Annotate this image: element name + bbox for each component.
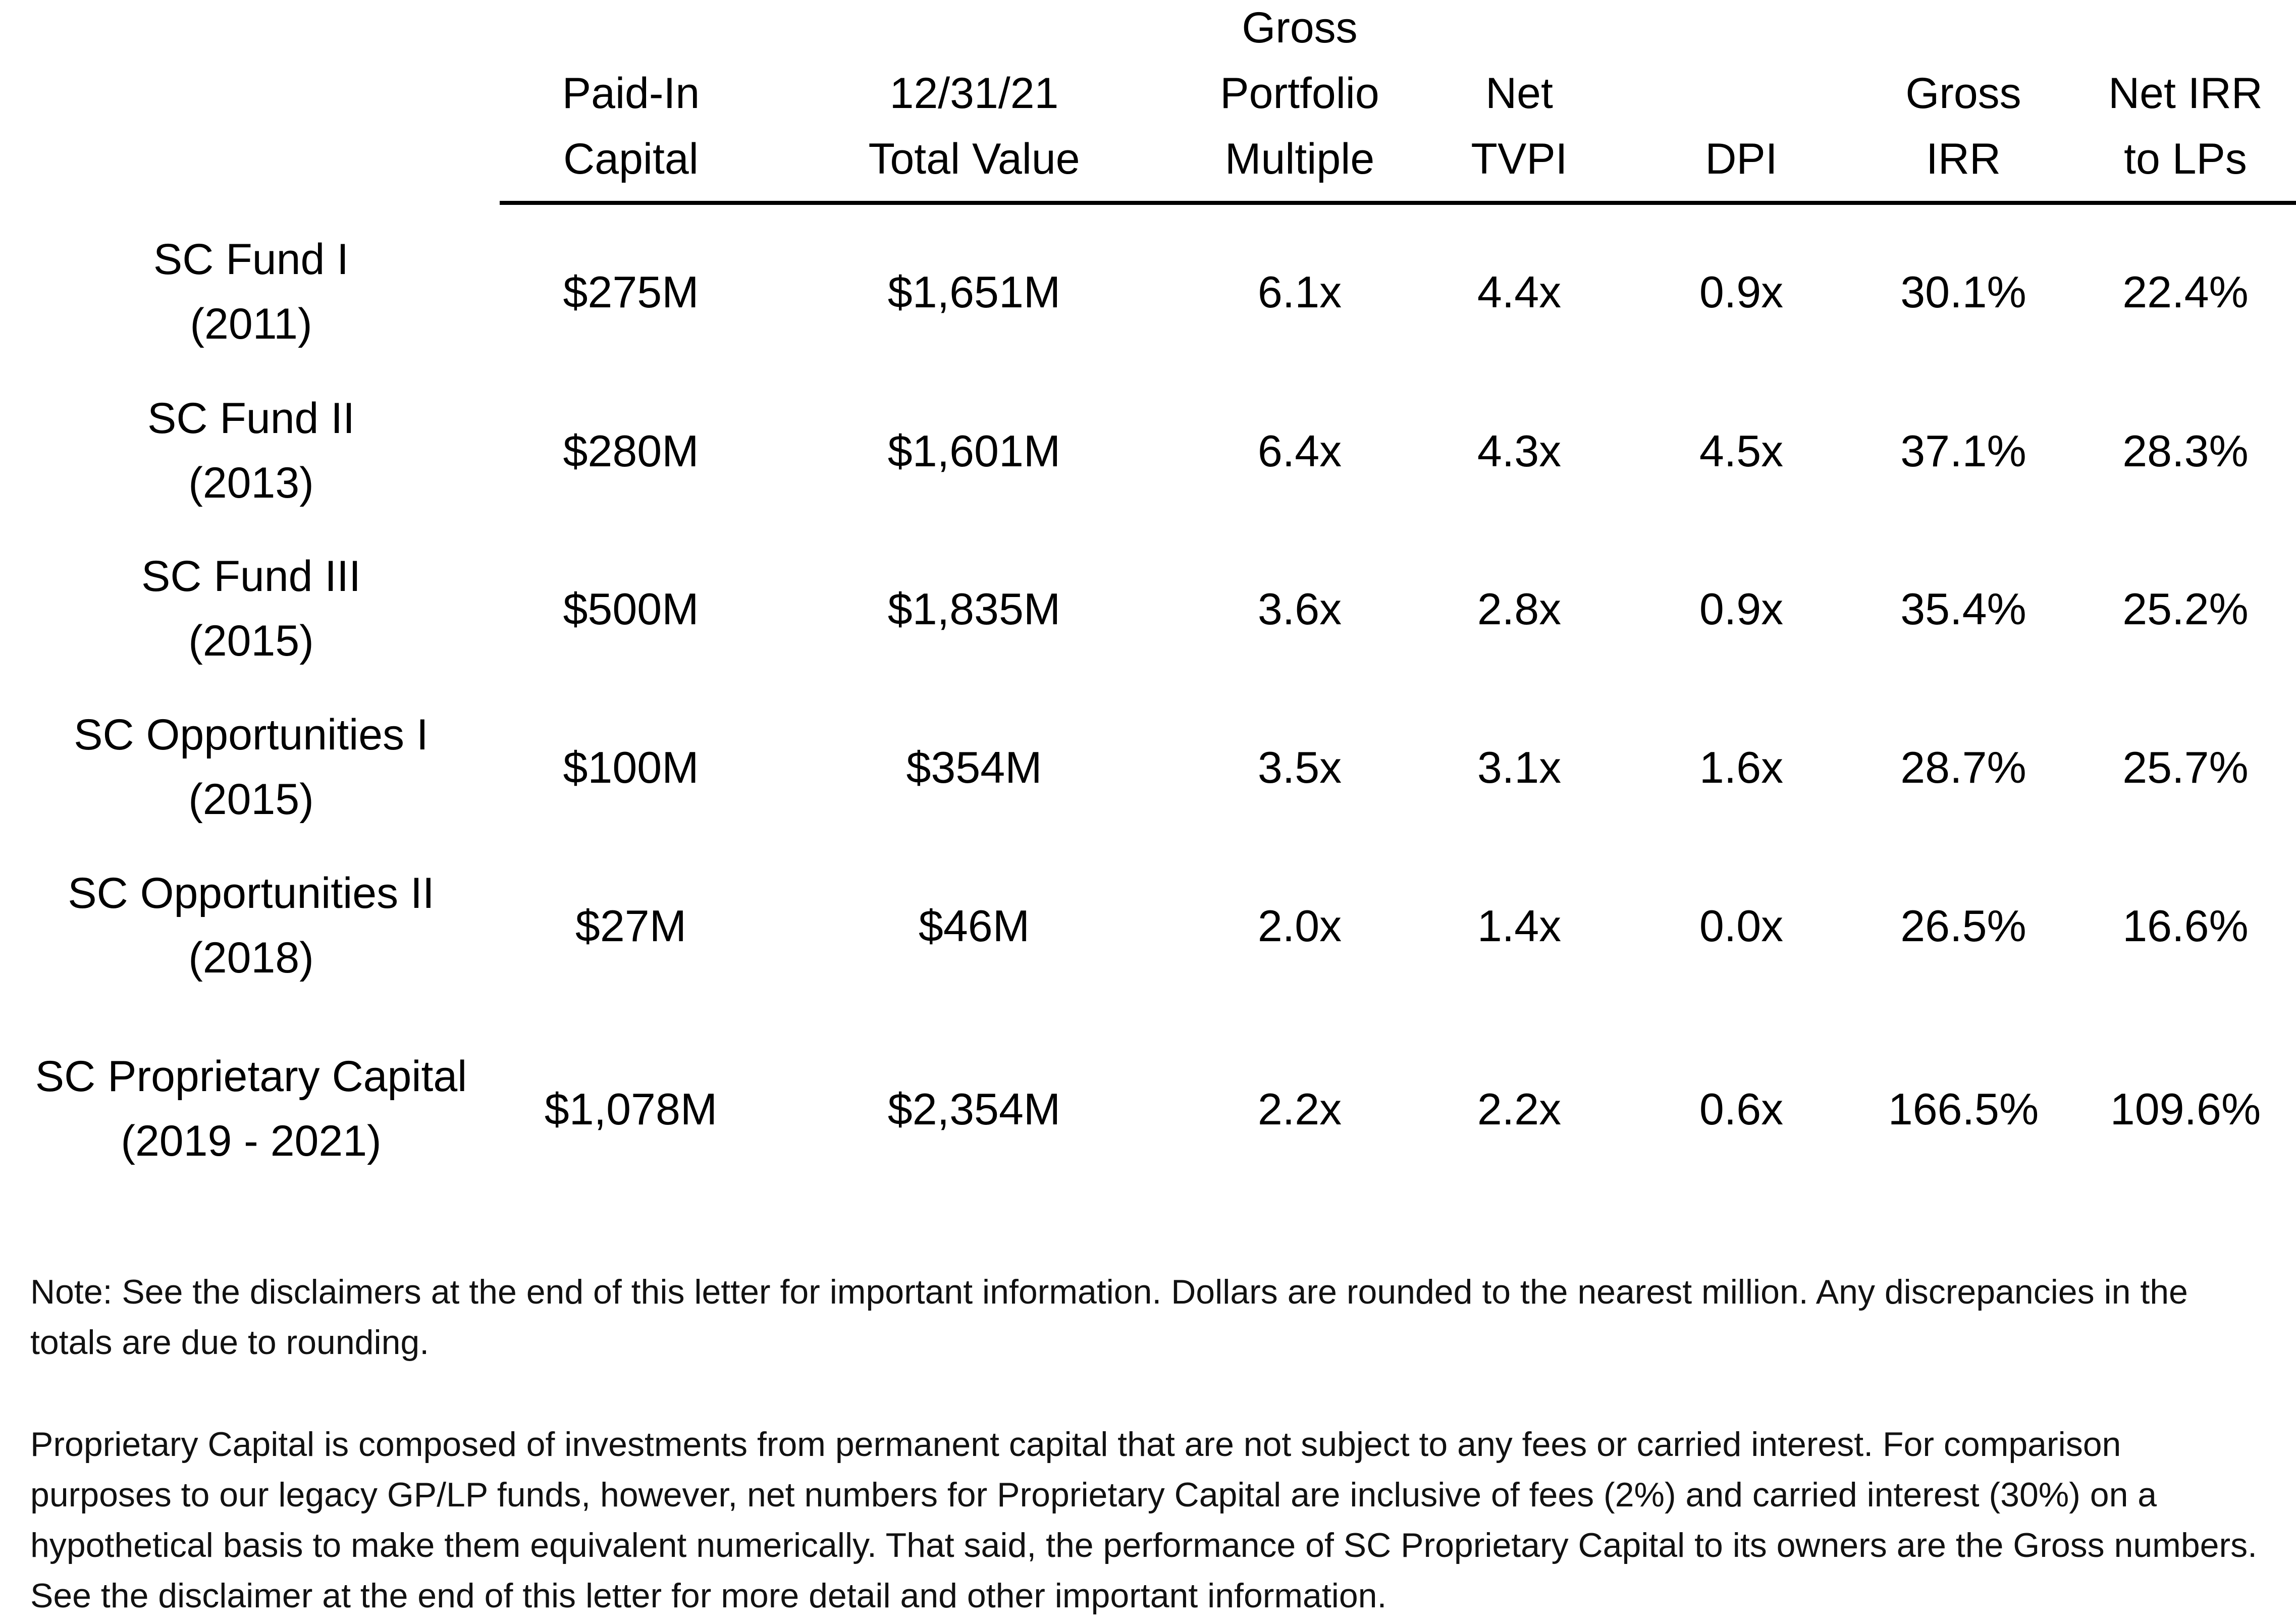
header-line: Gross (1242, 4, 1358, 52)
header-net-irr-to-lps (2095, 0, 2276, 192)
header-line: Net IRR (2108, 69, 2263, 118)
header-total-value (823, 0, 1126, 192)
dpi-value: 0.6x (1699, 1084, 1784, 1134)
header-line: TVPI (1471, 135, 1568, 183)
paid-in-capital-value: $500M (563, 584, 699, 634)
paid-in-capital-value: $100M (563, 742, 699, 792)
fund-year: (2011) (190, 300, 312, 348)
header-divider (500, 201, 2296, 205)
fund-name: SC Fund II (147, 394, 355, 443)
header-net-tvpi (1444, 0, 1595, 192)
net-irr-value: 109.6% (2110, 1084, 2261, 1134)
dpi-value: 0.9x (1699, 267, 1784, 317)
total-value-value: $1,651M (887, 267, 1061, 317)
table-row (0, 861, 2296, 990)
table-row (0, 386, 2296, 515)
gross-irr-value: 166.5% (1888, 1084, 2039, 1134)
header-line: Multiple (1224, 135, 1375, 183)
net-tvpi-value: 4.3x (1477, 426, 1562, 476)
total-value-value: $1,835M (887, 584, 1061, 634)
table-row (0, 1044, 2296, 1173)
dpi-value: 0.9x (1699, 584, 1784, 634)
fund-year: (2018) (188, 934, 314, 982)
total-value-value: $1,601M (887, 426, 1061, 476)
fund-name: SC Fund III (141, 552, 361, 601)
fund-name: SC Proprietary Capital (35, 1052, 467, 1101)
table-row (0, 227, 2296, 356)
header-line: 12/31/21 (889, 69, 1059, 118)
net-tvpi-value: 3.1x (1477, 742, 1562, 792)
header-line: Total Value (868, 135, 1080, 183)
net-irr-value: 28.3% (2122, 426, 2249, 476)
total-value-value: $46M (918, 901, 1030, 951)
net-tvpi-value: 4.4x (1477, 267, 1562, 317)
header-line: Capital (563, 135, 699, 183)
gross-irr-value: 28.7% (1900, 742, 2026, 792)
header-line: IRR (1926, 135, 2001, 183)
rounding-note: Note: See the disclaimers at the end of this letter for important information. Dollars are rounded to the nearest million. Any discrepancies in the totals are due to rounding. (30, 1273, 2188, 1362)
gross-multiple-value: 6.4x (1257, 426, 1342, 476)
gross-irr-value: 37.1% (1900, 426, 2026, 476)
fund-name: SC Fund I (153, 235, 349, 284)
gross-multiple-value: 3.6x (1257, 584, 1342, 634)
fund-name-cell (0, 702, 502, 832)
net-irr-value: 22.4% (2122, 267, 2249, 317)
paid-in-capital-value: $280M (563, 426, 699, 476)
paid-in-capital-value: $1,078M (544, 1084, 718, 1134)
net-tvpi-value: 1.4x (1477, 901, 1562, 951)
fund-year: (2015) (188, 617, 314, 665)
header-line: to LPs (2124, 135, 2247, 183)
fund-name: SC Opportunities I (74, 711, 429, 759)
total-value-value: $2,354M (887, 1084, 1061, 1134)
net-irr-value: 25.2% (2122, 584, 2249, 634)
header-gross-irr (1888, 0, 2039, 192)
paid-in-capital-value: $27M (575, 901, 687, 951)
paid-in-capital-value: $275M (563, 267, 699, 317)
fund-name-cell (0, 861, 502, 990)
fund-name-cell (0, 544, 502, 673)
header-line: Portfolio (1220, 69, 1379, 118)
header-paid-in-capital (530, 0, 732, 192)
gross-multiple-value: 2.2x (1257, 1084, 1342, 1134)
fund-year: (2019 - 2021) (121, 1117, 382, 1165)
gross-irr-value: 35.4% (1900, 584, 2026, 634)
header-line: Paid-In (562, 69, 700, 118)
fund-name-cell (0, 227, 502, 356)
gross-multiple-value: 3.5x (1257, 742, 1342, 792)
dpi-value: 0.0x (1699, 901, 1784, 951)
gross-irr-value: 30.1% (1900, 267, 2026, 317)
net-irr-value: 16.6% (2122, 901, 2249, 951)
fund-year: (2015) (188, 775, 314, 824)
gross-multiple-value: 6.1x (1257, 267, 1342, 317)
fund-year: (2013) (188, 459, 314, 507)
dpi-value: 4.5x (1699, 426, 1784, 476)
dpi-value: 1.6x (1699, 742, 1784, 792)
fund-name-cell (0, 386, 502, 515)
table-row (0, 544, 2296, 673)
header-line: DPI (1705, 135, 1778, 183)
table-row (0, 702, 2296, 832)
header-dpi (1666, 0, 1817, 192)
header-gross-portfolio-multiple (1173, 0, 1426, 192)
proprietary-capital-note: Proprietary Capital is composed of investments from permanent capital that are not subject to any fees or carried interest. For comparison purposes to our legacy GP/LP funds, however, net numbers for Proprietary Capital are inclusive of fees (2%) and carried interest (30%) on a hypothetical basis to make them equivalent numerically. That said, the performance of SC Proprietary Capital to its owners are the Gross numbers. See the disclaimer at the end of this letter for more detail and other important information. (30, 1425, 2257, 1615)
gross-irr-value: 26.5% (1900, 901, 2026, 951)
net-irr-value: 25.7% (2122, 742, 2249, 792)
net-tvpi-value: 2.2x (1477, 1084, 1562, 1134)
header-line: Gross (1905, 69, 2021, 118)
fund-name: SC Opportunities II (68, 869, 435, 917)
gross-multiple-value: 2.0x (1257, 901, 1342, 951)
fund-name-cell (0, 1044, 502, 1173)
total-value-value: $354M (906, 742, 1042, 792)
header-line: Net (1485, 69, 1553, 118)
net-tvpi-value: 2.8x (1477, 584, 1562, 634)
